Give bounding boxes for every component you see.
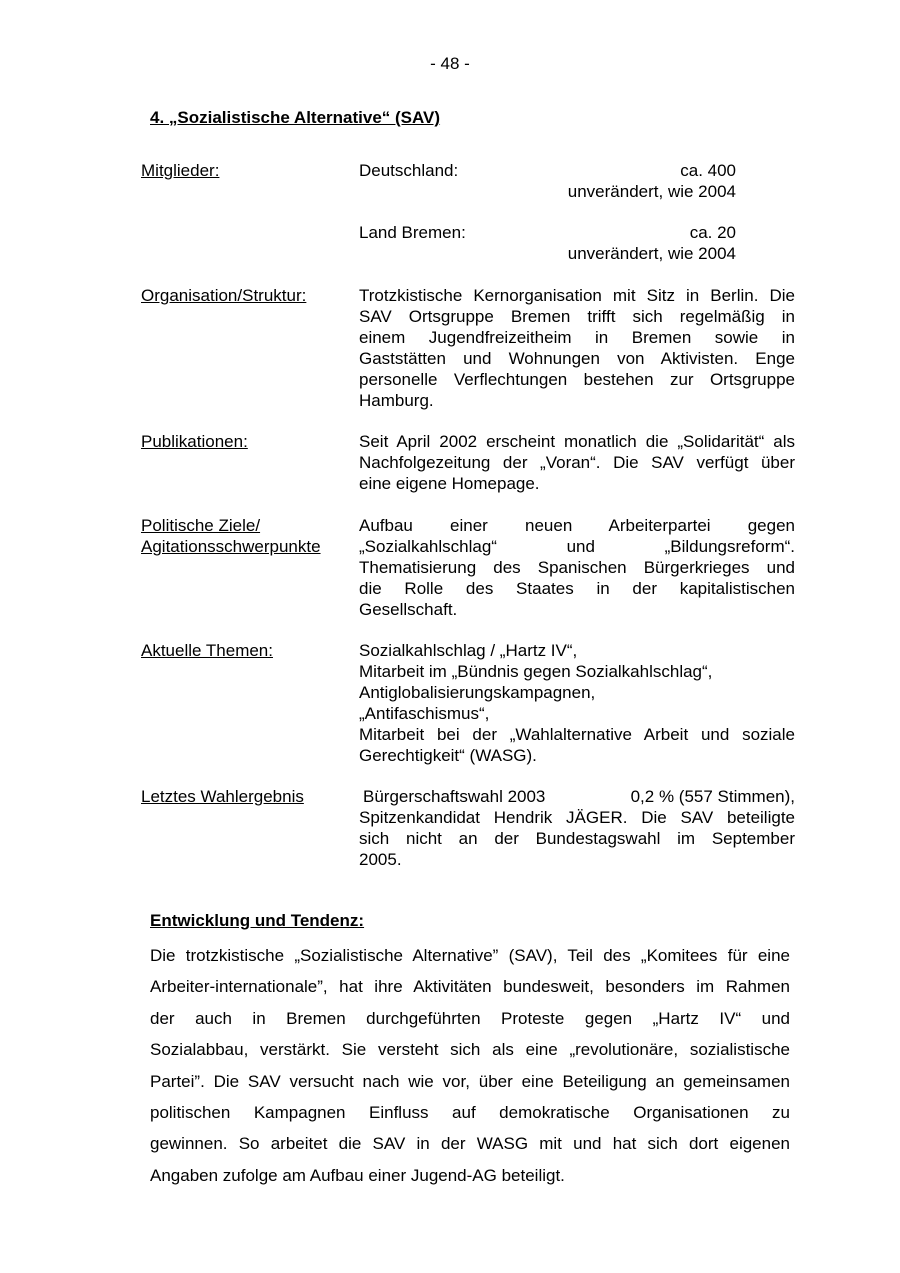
- text-line: Antiglobalisierungskampagnen,: [359, 683, 596, 702]
- text-line: Nachfolgezeitung der „Voran“. Die SAV verfügt über: [359, 453, 795, 472]
- text-line: Gesellschaft.: [359, 600, 458, 619]
- election-result: 0,2 % (557 Stimmen),: [630, 787, 795, 806]
- members-bremen-place: Land Bremen:: [359, 223, 466, 242]
- text-line: Thematisierung des Spanischen Bürgerkrieges und: [359, 558, 795, 577]
- members-germany-count: ca. 400: [680, 161, 736, 180]
- text-line: Mitarbeit im „Bündnis gegen Sozialkahlschlag“,: [359, 662, 713, 681]
- political-goals-text: [359, 515, 795, 620]
- members-label: Mitglieder:: [141, 161, 220, 180]
- organisation-label: Organisation/Struktur:: [141, 286, 307, 305]
- text-line: Mitarbeit bei der „Wahlalternative Arbeit und soziale: [359, 725, 795, 744]
- last-election-text: [359, 786, 795, 870]
- text-line: Arbeiter-internationale”, hat ihre Aktivitäten bundesweit, besonders im Rahmen: [150, 977, 790, 997]
- text-line: Seit April 2002 erscheint monatlich die „Solidarität“ als: [359, 432, 795, 451]
- development-text: [150, 940, 790, 1191]
- text-line: Sozialkahlschlag / „Hartz IV“,: [359, 641, 578, 660]
- text-line: 2005.: [359, 850, 402, 869]
- text-line: der auch in Bremen durchgeführten Proteste gegen „Hartz IV“ und: [150, 1008, 790, 1028]
- current-topics-label: Aktuelle Themen:: [141, 641, 273, 660]
- text-line: Trotzkistische Kernorganisation mit Sitz in Berlin. Die: [359, 286, 795, 305]
- election-name: Bürgerschaftswahl 2003: [363, 787, 546, 806]
- section-title: 4. „Sozialistische Alternative“ (SAV): [150, 108, 441, 127]
- text-line: Gerechtigkeit“ (WASG).: [359, 746, 537, 765]
- publications-label: Publikationen:: [141, 432, 248, 451]
- political-goals-label: [141, 515, 321, 557]
- text-line: Hamburg.: [359, 391, 434, 410]
- election-result-line: [359, 786, 795, 807]
- members-germany-note: unverändert, wie 2004: [567, 182, 736, 201]
- text-line: SAV Ortsgruppe Bremen trifft sich regelmäßig in: [359, 307, 795, 326]
- last-election-label: Letztes Wahlergebnis: [141, 787, 304, 806]
- text-line: politischen Kampagnen Einfluss auf demokratische Organisationen zu: [150, 1103, 790, 1123]
- text-line: Aufbau einer neuen Arbeiterpartei gegen: [359, 516, 795, 535]
- political-goals-label-line2: Agitationsschwerpunkte: [141, 537, 321, 556]
- text-line: sich nicht an der Bundestagswahl im September: [359, 829, 795, 848]
- text-line: Spitzenkandidat Hendrik JÄGER. Die SAV beteiligte: [359, 808, 795, 827]
- text-line: personelle Verflechtungen bestehen zur Ortsgruppe: [359, 370, 795, 389]
- members-germany-place: Deutschland:: [359, 161, 459, 180]
- political-goals-label-line1: Politische Ziele/: [141, 516, 261, 535]
- members-bremen-count: ca. 20: [689, 223, 736, 242]
- text-line: die Rolle des Staates in der kapitalistischen: [359, 579, 795, 598]
- current-topics-text: [359, 640, 795, 766]
- publications-text: [359, 431, 795, 494]
- text-line: gewinnen. So arbeitet die SAV in der WASG mit und hat sich dort eigenen: [150, 1134, 790, 1154]
- development-heading: Entwicklung und Tendenz:: [150, 911, 365, 930]
- text-line: Sozialabbau, verstärkt. Sie versteht sich als eine „revolutionäre, sozialistische: [150, 1040, 790, 1060]
- text-line: Partei”. Die SAV versucht nach wie vor, über eine Beteiligung an gemeinsamen: [150, 1071, 790, 1091]
- text-line: Angaben zufolge am Aufbau einer Jugend-AG beteiligt.: [150, 1165, 565, 1185]
- organisation-text: [359, 285, 795, 411]
- text-line: Gaststätten und Wohnungen von Aktivisten. Enge: [359, 349, 795, 368]
- members-bremen-note: unverändert, wie 2004: [567, 244, 736, 263]
- text-line: „Sozialkahlschlag“ und „Bildungsreform“.: [359, 537, 795, 556]
- text-line: „Antifaschismus“,: [359, 704, 490, 723]
- text-line: einem Jugendfreizeitheim in Bremen sowie in: [359, 328, 795, 347]
- page-number: - 48 -: [430, 54, 470, 73]
- text-line: eine eigene Homepage.: [359, 474, 540, 493]
- text-line: Die trotzkistische „Sozialistische Alternative” (SAV), Teil des „Komitees für eine: [150, 946, 790, 965]
